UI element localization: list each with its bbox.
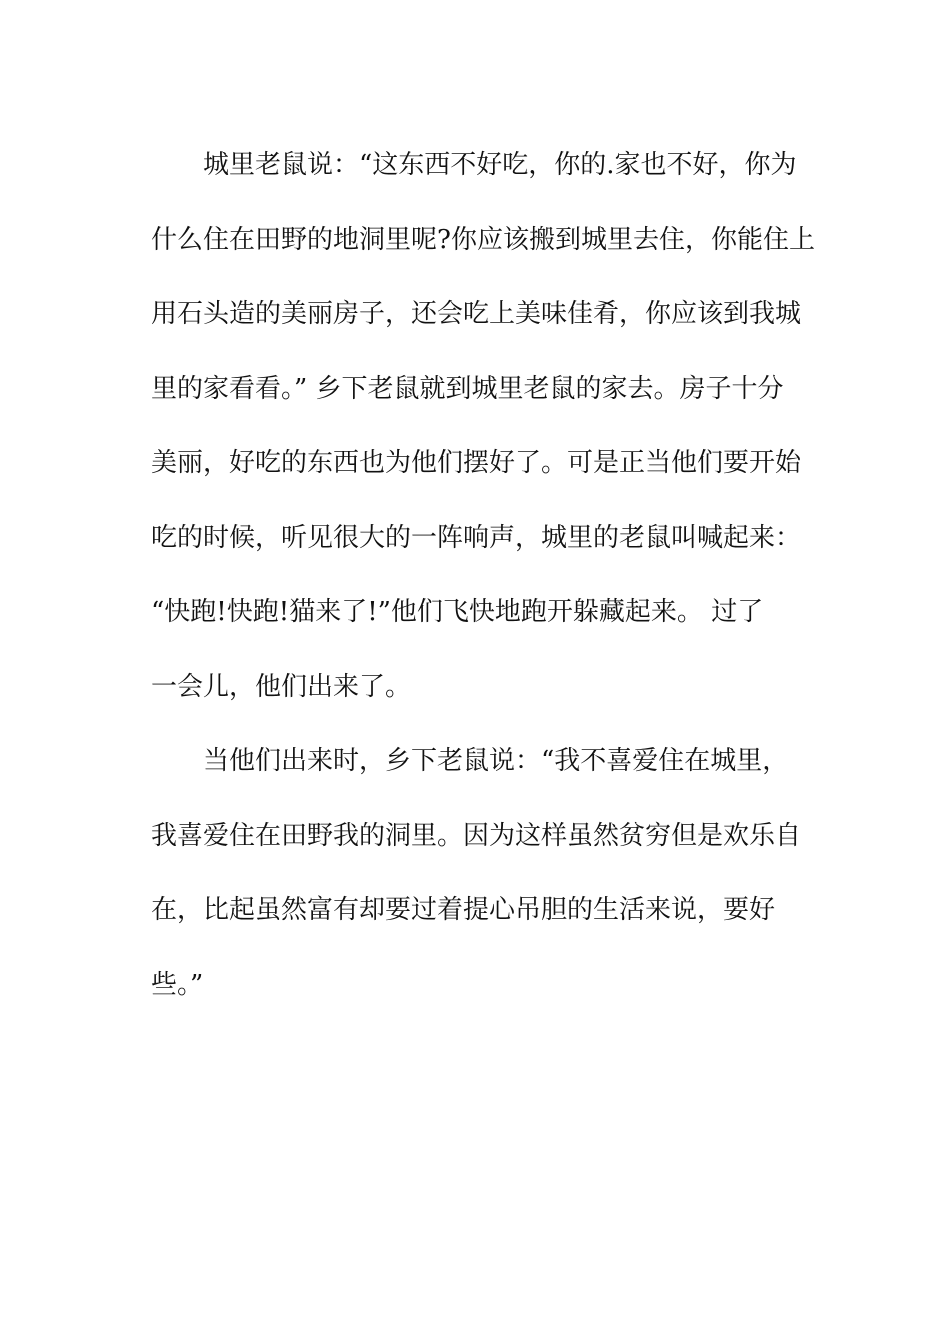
paragraph-1-line-4: 里的家看看。” 乡下老鼠就到城里老鼠的家去。房子十分 — [151, 373, 784, 404]
paragraph-2-line-2: 我喜爱住在田野我的洞里。因为这样虽然贫穷但是欢乐自 — [151, 820, 802, 851]
paragraph-1-line-7: “快跑!快跑!猫来了!”他们飞快地跑开躲藏起来。 过了 — [151, 597, 764, 627]
paragraph-2-line-4: 些。” — [151, 969, 204, 1000]
paragraph-2-line-1: 当他们出来时，乡下老鼠说：“我不喜爱住在城里， — [203, 746, 789, 776]
story-text — [151, 128, 815, 1022]
paragraph-1-line-8: 一会儿，他们出来了。 — [151, 671, 412, 702]
paragraph-2-line-3: 在，比起虽然富有却要过着提心吊胆的生活来说，要好 — [151, 895, 776, 925]
paragraph-1-line-1: 城里老鼠说：“这东西不好吃，你的.家也不好，你为 — [203, 150, 797, 180]
paragraph-1-line-2: 什么住在田野的地洞里呢?你应该搬到城里去住，你能住上 — [151, 224, 815, 255]
paragraph-1-line-6: 吃的时候，听见很大的一阵响声，城里的老鼠叫喊起来： — [151, 522, 802, 553]
paragraph-1-line-3: 用石头造的美丽房子，还会吃上美味佳肴，你应该到我城 — [151, 299, 802, 329]
paragraph-1-line-5: 美丽，好吃的东西也为他们摆好了。可是正当他们要开始 — [151, 448, 802, 478]
